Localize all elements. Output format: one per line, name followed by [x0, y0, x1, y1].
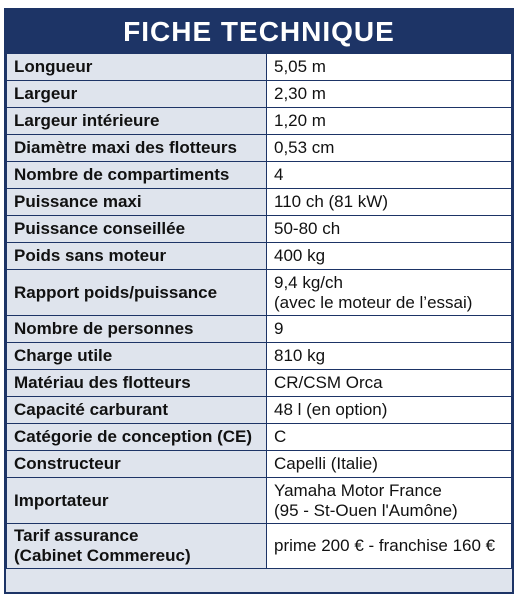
row-label: Matériau des flotteurs: [7, 370, 267, 397]
table-row: [7, 343, 512, 370]
sheet-title: FICHE TECHNIQUE: [6, 10, 512, 53]
row-value: [267, 270, 512, 316]
row-label: Catégorie de conception (CE): [7, 424, 267, 451]
table-row: [7, 216, 512, 243]
row-value: 810 kg: [267, 343, 512, 370]
row-label-line: (Cabinet Commereuc): [14, 546, 191, 565]
table-row: [7, 524, 512, 569]
table-row: [7, 108, 512, 135]
row-value: 400 kg: [267, 243, 512, 270]
row-label: Puissance conseillée: [7, 216, 267, 243]
row-value: [267, 478, 512, 524]
row-label: Nombre de personnes: [7, 316, 267, 343]
row-value: 50-80 ch: [267, 216, 512, 243]
row-value-line: Yamaha Motor France: [274, 480, 442, 500]
table-row: [7, 243, 512, 270]
row-label: Capacité carburant: [7, 397, 267, 424]
spec-sheet: [4, 8, 514, 594]
row-label: Largeur intérieure: [7, 108, 267, 135]
row-value: 0,53 cm: [267, 135, 512, 162]
row-value: C: [267, 424, 512, 451]
row-value: 1,20 m: [267, 108, 512, 135]
row-label: [7, 524, 267, 569]
row-value: prime 200 € - franchise 160 €: [267, 524, 512, 569]
row-label: Poids sans moteur: [7, 243, 267, 270]
row-value: 4: [267, 162, 512, 189]
row-value: Capelli (Italie): [267, 451, 512, 478]
row-value-line: (95 - St-Ouen l'Aumône): [274, 500, 458, 520]
row-value-line: (avec le moteur de l’essai): [274, 292, 473, 312]
row-label: Charge utile: [7, 343, 267, 370]
row-value: 110 ch (81 kW): [267, 189, 512, 216]
row-label: Nombre de compartiments: [7, 162, 267, 189]
table-row: [7, 397, 512, 424]
spec-table: [6, 53, 512, 569]
row-label: Constructeur: [7, 451, 267, 478]
table-row: [7, 424, 512, 451]
row-label: Importateur: [7, 478, 267, 524]
table-row: [7, 54, 512, 81]
table-row: [7, 162, 512, 189]
table-row: [7, 270, 512, 316]
row-label: Longueur: [7, 54, 267, 81]
row-value: 9: [267, 316, 512, 343]
row-value: 5,05 m: [267, 54, 512, 81]
row-label: Puissance maxi: [7, 189, 267, 216]
table-row: [7, 370, 512, 397]
row-value: CR/CSM Orca: [267, 370, 512, 397]
table-row: [7, 451, 512, 478]
row-label: Diamètre maxi des flotteurs: [7, 135, 267, 162]
row-label: Largeur: [7, 81, 267, 108]
row-value-line: 9,4 kg/ch: [274, 272, 343, 292]
table-row: [7, 135, 512, 162]
row-value: 2,30 m: [267, 81, 512, 108]
table-row: [7, 478, 512, 524]
table-row: [7, 81, 512, 108]
table-row: [7, 316, 512, 343]
row-value: 48 l (en option): [267, 397, 512, 424]
row-label: Rapport poids/puissance: [7, 270, 267, 316]
row-label-line: Tarif assurance: [14, 526, 139, 545]
table-row: [7, 189, 512, 216]
